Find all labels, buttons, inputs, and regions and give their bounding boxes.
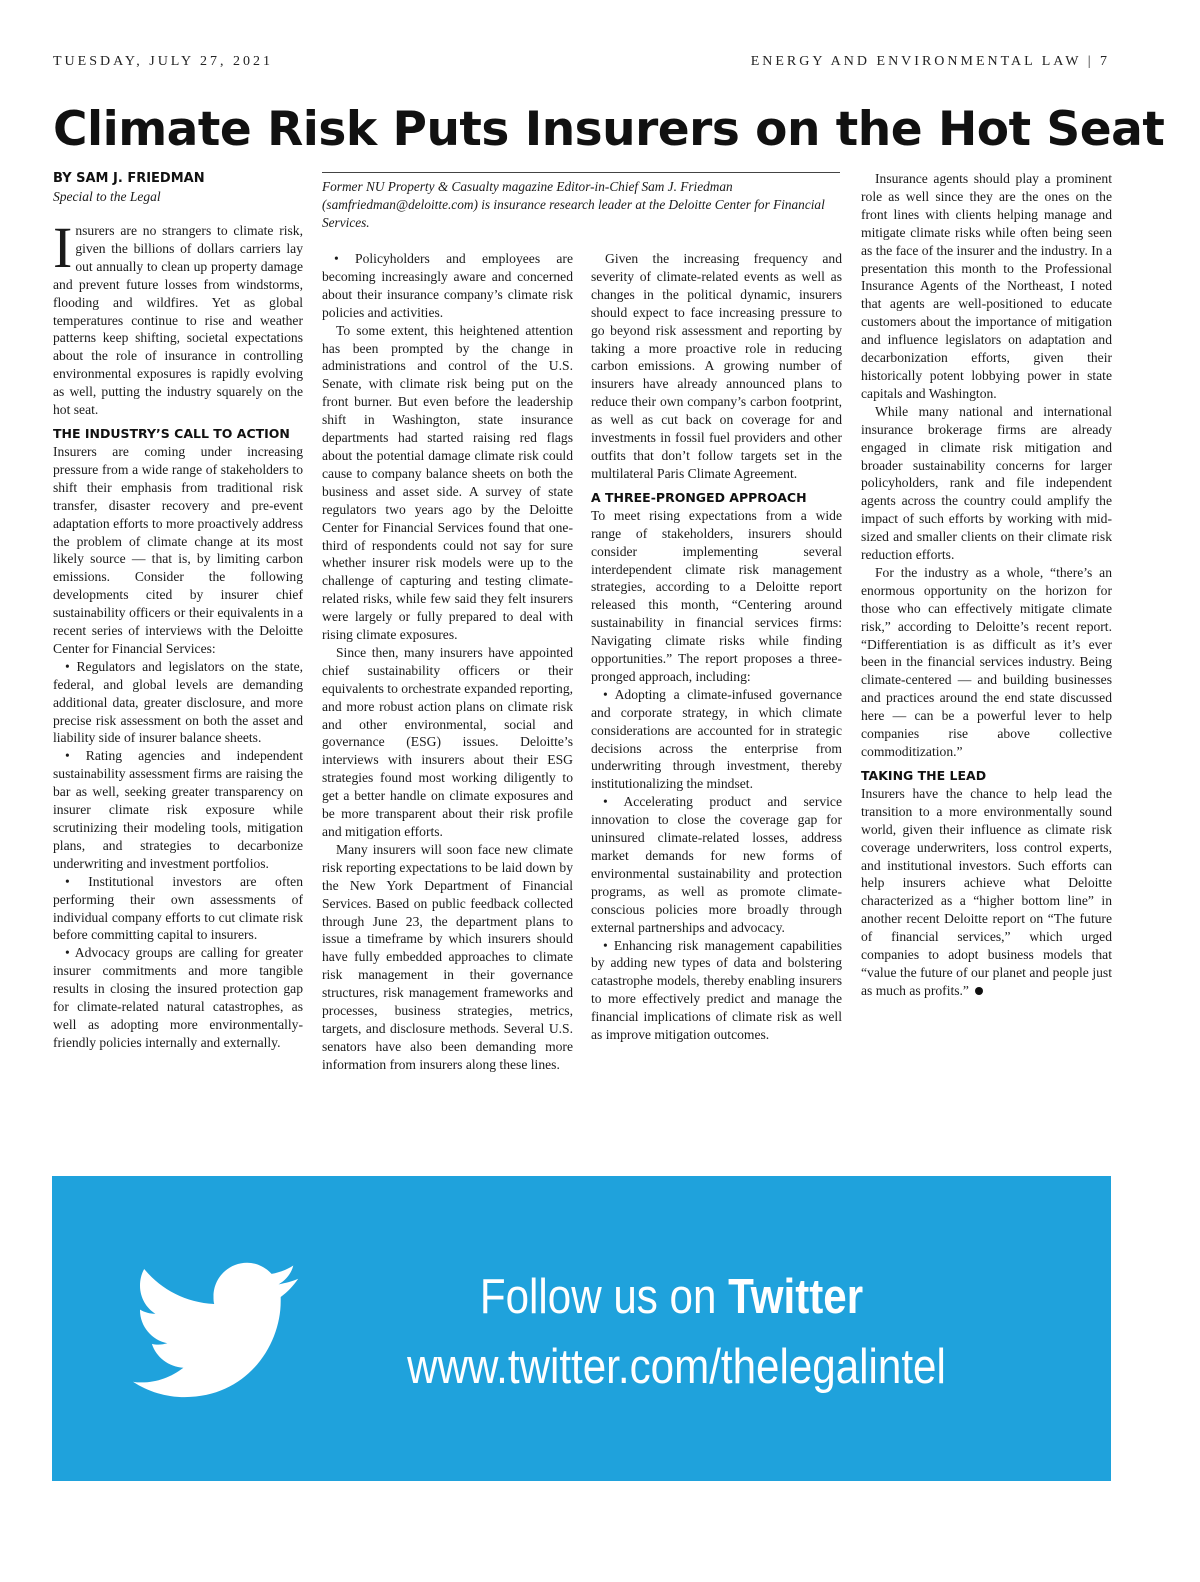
bullet-item: • Adopting a climate-infused governance and corporate strategy, in which climate considerations are accounted for in strategic decisions across the enterprise from underwriting through investment, thereby institutionalizing the mindset. — [591, 686, 842, 792]
body-paragraph: To meet rising expectations from a wide range of stakeholders, insurers should consider implementing several interdependent climate risk management strategies, according to a Deloitte report released this month, “Centering around sustainability in financial services firms: Navigating climate risks while finding opportunities.” The report proposes a three-pronged approach, including: — [591, 507, 842, 684]
author-affiliation: Special to the Legal — [53, 189, 161, 204]
article-column-2 — [322, 250, 573, 1142]
bullet-item: • Accelerating product and service innovation to close the coverage gap for uninsured climate-related losses, address market demands for new forms of environmental sustainability and protection programs, as well as promote climate-conscious policies more broadly through external partnerships and advocacy. — [591, 794, 842, 935]
byline-block — [53, 170, 308, 206]
follow-us-prefix: Follow us on — [479, 1270, 729, 1324]
article-column-3 — [591, 250, 842, 1142]
lead-paragraph-text: nsurers are no strangers to climate risk, given the billions of dollars carriers lay out annually to clean up property damage and prevent future losses from windstorms, flooding and wildfires. Yet as global temperatures continue to rise and weather patterns keep shifting, societal expectations about the role of insurance in controlling environmental exposures is rapidly evolving as well, putting the industry squarely on the hot seat. — [53, 223, 303, 418]
author-name: BY SAM J. FRIEDMAN — [53, 171, 205, 186]
body-paragraph: While many national and international insurance brokerage firms are already engaged in climate risk mitigation and broader sustainability concerns for larger policyholders, rank and file independent agents across the country could amplify the impact of such efforts by working with mid-sized and smaller clients on their climate risk reduction efforts. — [861, 403, 1112, 563]
lead-paragraph — [53, 222, 303, 419]
author-bio: Former NU Property & Casualty magazine Editor-in-Chief Sam J. Friedman (samfriedman@deloitte.com) is insurance research leader at the Deloitte Center for Financial Services. — [322, 172, 840, 231]
issue-date: TUESDAY, JULY 27, 2021 — [53, 54, 274, 69]
bullet-item: • Institutional investors are often performing their own assessments of individual company efforts to cut climate risk before committing capital to insurers. — [53, 873, 303, 943]
twitter-bird-icon — [132, 1262, 302, 1402]
follow-us-text — [354, 1268, 990, 1326]
bullet-item: • Regulators and legislators on the state, federal, and global levels are demanding additional data, greater disclosure, and more precise risk assessment on both the asset and liability side of insurer balance sheets. — [53, 658, 303, 746]
body-paragraph: Many insurers will soon face new climate risk reporting expectations to be laid down by the New York Department of Financial Services. Based on public feedback collected through June 23, the department plans to issue a timeframe by which insurers should have fully embedded approaches to climate risk management in their governance structures, risk management frameworks and processes, business strategies, metrics, targets, and disclosure methods. Several U.S. senators have also been demanding more information from insurers along these lines. — [322, 841, 573, 1072]
bullet-item: • Policyholders and employees are becoming increasingly aware and concerned about their insurance company’s climate risk policies and activities. — [322, 251, 573, 320]
twitter-url-link[interactable]: www.twitter.com/thelegalintel — [407, 1340, 946, 1394]
bullet-item: • Rating agencies and independent sustainability assessment firms are raising the bar as well, seeking greater transparency on insurer climate risk exposure while scrutinizing their modeling tools, mitigation plans, and strategies to decarbonize underwriting and investment portfolios. — [53, 748, 303, 871]
page-header — [53, 54, 1110, 74]
body-paragraph: Insurance agents should play a prominent role as well since they are the ones on the front lines with clients helping manage and mitigate climate risks while often being seen as the face of the insurer and the industry. In a presentation this month to the Professional Insurance Agents of the Northeast, I noted that agents are well-positioned to educate customers about the importance of mitigation and influence legislators on adaptation and decarbonization efforts, given their historically potent lobbying power in state capitals and Washington. — [861, 171, 1112, 401]
section-heading-three-pronged: A THREE-PRONGED APPROACH — [591, 489, 807, 505]
body-paragraph: Given the increasing frequency and severity of climate-related events as well as changes in the political dynamic, insurers should expect to face increasing pressure to go beyond risk assessment and reporting by taking a more proactive role in reducing carbon emissions. A growing number of insurers have already announced plans to reduce their own company’s carbon footprint, as well as cut back on coverage for and investments in fossil fuel providers and other outfits that don’t follow targets set in the multilateral Paris Climate Agreement. — [591, 251, 842, 481]
body-paragraph: To some extent, this heightened attention has been prompted by the change in administrations and control of the U.S. Senate, with climate risk being put on the front burner. But even before the leadership shift in Washington, state insurance departments had started raising red flags about the potential damage climate risk could cause to company balance sheets on both the business and asset side. A survey of state regulators two years ago by the Deloitte Center for Financial Services found that one-third of respondents could not say for sure whether insurer risk models were up to the challenge of capturing and testing climate-related risks, while few said they felt insurers were largely or fully prepared to deal with rising climate exposures. — [322, 322, 573, 643]
twitter-follow-banner[interactable] — [52, 1176, 1111, 1481]
drop-cap: I — [53, 222, 73, 280]
article-column-4 — [861, 170, 1112, 1142]
section-and-page-number: ENERGY AND ENVIRONMENTAL LAW | 7 — [750, 54, 1110, 69]
closing-paragraph-text: Insurers have the chance to help lead the transition to a more environmentally sound world, given their influence as climate risk coverage underwriters, loss control experts, and institutional investors. Such efforts can help insurers achieve what Deloitte characterized as a “higher bottom line” in another recent Deloitte report on “The future of financial services,” which urged companies to adopt business models that “value the future of our planet and people just as much as profits.” — [861, 785, 1112, 998]
article-column-1 — [53, 222, 303, 1142]
twitter-brand-text: Twitter — [728, 1270, 864, 1324]
closing-paragraph — [861, 785, 1112, 1000]
section-heading-call-to-action: THE INDUSTRY’S CALL TO ACTION — [53, 425, 290, 441]
body-paragraph: For the industry as a whole, “there’s an enormous opportunity on the horizon for those who can effectively mitigate climate risk,” according to Deloitte’s recent report. “Differentiation is as difficult as it’s ever been in the financial services industry. Being climate-centered — and building businesses and practices around the end state discussed here — can be a powerful lever to help companies rise above collective commoditization.” — [861, 564, 1112, 759]
body-paragraph: Since then, many insurers have appointed chief sustainability officers or their equivalents to orchestrate expanded reporting, and more robust action plans on climate risk and other environmental, social and governance (ESG) issues. Deloitte’s interviews with insurers about their ESG strategies found most working diligently to get a better handle on climate exposures and be more transparent about their risk profile and mitigation efforts. — [322, 644, 573, 839]
section-heading-taking-the-lead: TAKING THE LEAD — [861, 767, 987, 783]
article-headline: Climate Risk Puts Insurers on the Hot Seat — [53, 102, 1165, 157]
bullet-item: • Advocacy groups are calling for greater insurer commitments and more tangible results in closing the insured protection gap for climate-related natural catastrophes, as well as adopting more environmentally-friendly policies internally and externally. — [53, 945, 303, 1050]
end-of-article-mark — [975, 987, 983, 995]
bullet-item: • Enhancing risk management capabilities by adding new types of data and bolstering catastrophe models, thereby enabling insurers to more effectively predict and manage the financial implications of climate risk as well as improve mitigation outcomes. — [591, 937, 842, 1043]
body-paragraph: Insurers are coming under increasing pressure from a wide range of stakeholders to shift their emphasis from traditional risk transfer, disaster recovery and pre-event adaptation efforts to more proactively address the problem of climate change at its most likely source — that is, by limiting carbon emissions. Consider the following developments cited by insurer chief sustainability officers or their equivalents in a recent series of interviews with the Deloitte Center for Financial Services: — [53, 443, 303, 656]
